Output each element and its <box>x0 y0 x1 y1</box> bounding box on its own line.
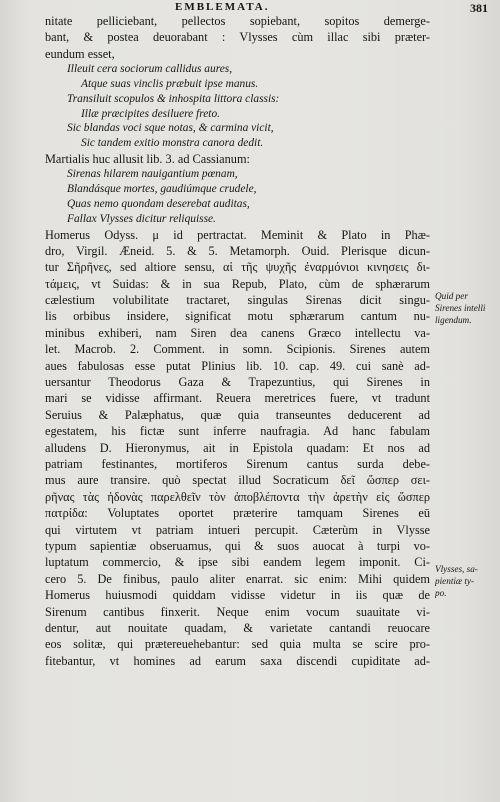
text-line: cælestium volubilitate tractaret, singulas Sirenas dicit singu- <box>45 293 430 308</box>
text-line: alludens D. Hieronymus, ait in Epistola quadam: Et nos ad <box>45 440 430 455</box>
verse-line: Quas nemo quondam deserebat auditas, <box>67 197 250 210</box>
verse-line: Blandásque mortes, gaudiúmque crudele, <box>67 183 257 196</box>
margin-note-line: Vlysses, sa- <box>435 564 478 574</box>
verse-line: Sic blandas voci sque notas, & carmina vicit, <box>67 122 274 135</box>
text-line: lis orbibus insidere, significat motu sphærarum cantum nu- <box>45 309 430 324</box>
margin-note-sirens <box>435 290 499 326</box>
verse-line: Sirenas hilarem nauigantium pœnam, <box>67 168 238 181</box>
text-line: bant, & postea deuorabant : Vlysses cùm illac sibi præter- <box>45 30 430 45</box>
text-line: typum sapientiæ obseruamus, qui & suos auocat à turpi vo- <box>45 538 430 553</box>
text-line: Homerus Odyss. μ id pertractat. Meminit & Plato in Phæ- <box>45 227 430 242</box>
text-line: eos solitæ, qui prætereuehebantur: sed quia multa se scire pro- <box>45 637 430 652</box>
text-line: πατρίδα: Voluptates oportet præterire tamquam Sirenes eū <box>45 506 430 521</box>
text-line: mus aure transire. quò spectat illud Socraticum δεῖ ὥσπερ σει- <box>45 473 430 488</box>
text-line: egestatem, his fictæ sunt inferre naufragia. Ad hanc fabulam <box>45 424 430 439</box>
verse-line: Sic tandem exitio monstra canora dedit. <box>81 137 264 150</box>
text-line: Sirenum cantibus finxerit. Neque enim vocum suauitate vi- <box>45 604 430 619</box>
text-line: dro, Virgil. Æneid. 5. & 5. Metamorph. Ouid. Plerisque dicun- <box>45 243 430 258</box>
text-line: ρῆνας τὰς ἡδονὰς παρελθεῖν τὸν ἀποβλέποντα τὴν ἀρετὴν εἰς ὥσπερ <box>45 489 430 504</box>
text-line: uersantur Theodorus Gaza & Trapezuntius, qui Sirenes in <box>45 375 430 390</box>
text-line: qui virtutem vt patriam intueri percupit. Cæterùm in Vlysse <box>45 522 430 537</box>
text-line: nitate pelliciebant, pellectos sopiebant, sopitos demerge- <box>45 14 430 28</box>
margin-note-line: pientiæ ty- <box>435 576 475 586</box>
margin-note-line: ligendum. <box>435 315 472 325</box>
text-line: aues fabulosas esse putat Plinius lib. 10. cap. 49. cui sanè ad- <box>45 358 430 373</box>
margin-note-line: Quid per <box>435 291 468 301</box>
verse-line: Transiluit scopulos & inhospita littora classis: <box>67 92 280 105</box>
text-line: eundum esset, <box>45 46 115 61</box>
text-line: Homerus huiusmodi quiddam vidisse videtur in iis quæ de <box>45 588 430 603</box>
text-line: mari se vidisse affirmant. Reuera meretrices fuere, vt tradunt <box>45 391 430 406</box>
body-text <box>45 13 430 669</box>
text-line: cero 5. De finibus, paulo aliter enarrat. sic enim: Mihi quidem <box>45 571 430 586</box>
text-line: let. Macrob. 2. Comment. in somn. Scipionis. Sirenes autem <box>45 342 430 357</box>
text-line: τάμεις, vt Suidas: & in sua Repub, Plato, cùm de sphærarum <box>45 276 430 291</box>
text-line: luptatum commercio, & ipse sibi eandem legem imponit. Ci- <box>45 555 430 570</box>
running-head: EMBLEMATA. <box>175 1 270 13</box>
verse-line: Atque suas vinclis præbuit ipse manus. <box>81 77 259 90</box>
text-line: patriam festinantes, mortiferos Sirenum cantus surda debe- <box>45 457 430 471</box>
verse-line: Illæ præcipites desiluere freto. <box>81 107 220 120</box>
text-line: Martialis huc allusit lib. 3. ad Cassianum: <box>45 151 250 166</box>
text-line: tur Σῆρῆνες, sed altiore sensu, αἱ τῆς ψυχῆς ἐναρμόνιοι κινησεις δι- <box>45 260 430 275</box>
margin-note-line: po. <box>435 588 447 598</box>
text-line: dentur, aut nouitate quadam, & varietate cantandi reuocare <box>45 620 430 635</box>
text-line: minibus exhiberi, nam Siren dea canens Græco intellectu va- <box>45 325 430 340</box>
margin-note-line: Sirenes intelli <box>435 303 486 313</box>
text-line: Seruius & Palæphatus, quæ quia transeuntes deducerent ad <box>45 407 430 422</box>
text-line: fitebantur, vt homines ad earum saxa discendi cupiditate ad- <box>45 653 430 668</box>
verse-line: Illeuit cera sociorum callidus aures, <box>67 63 233 76</box>
margin-note-ulysses <box>435 563 499 599</box>
page-number: 381 <box>470 1 488 15</box>
verse-line: Fallax Vlysses dicitur reliquisse. <box>67 212 216 225</box>
